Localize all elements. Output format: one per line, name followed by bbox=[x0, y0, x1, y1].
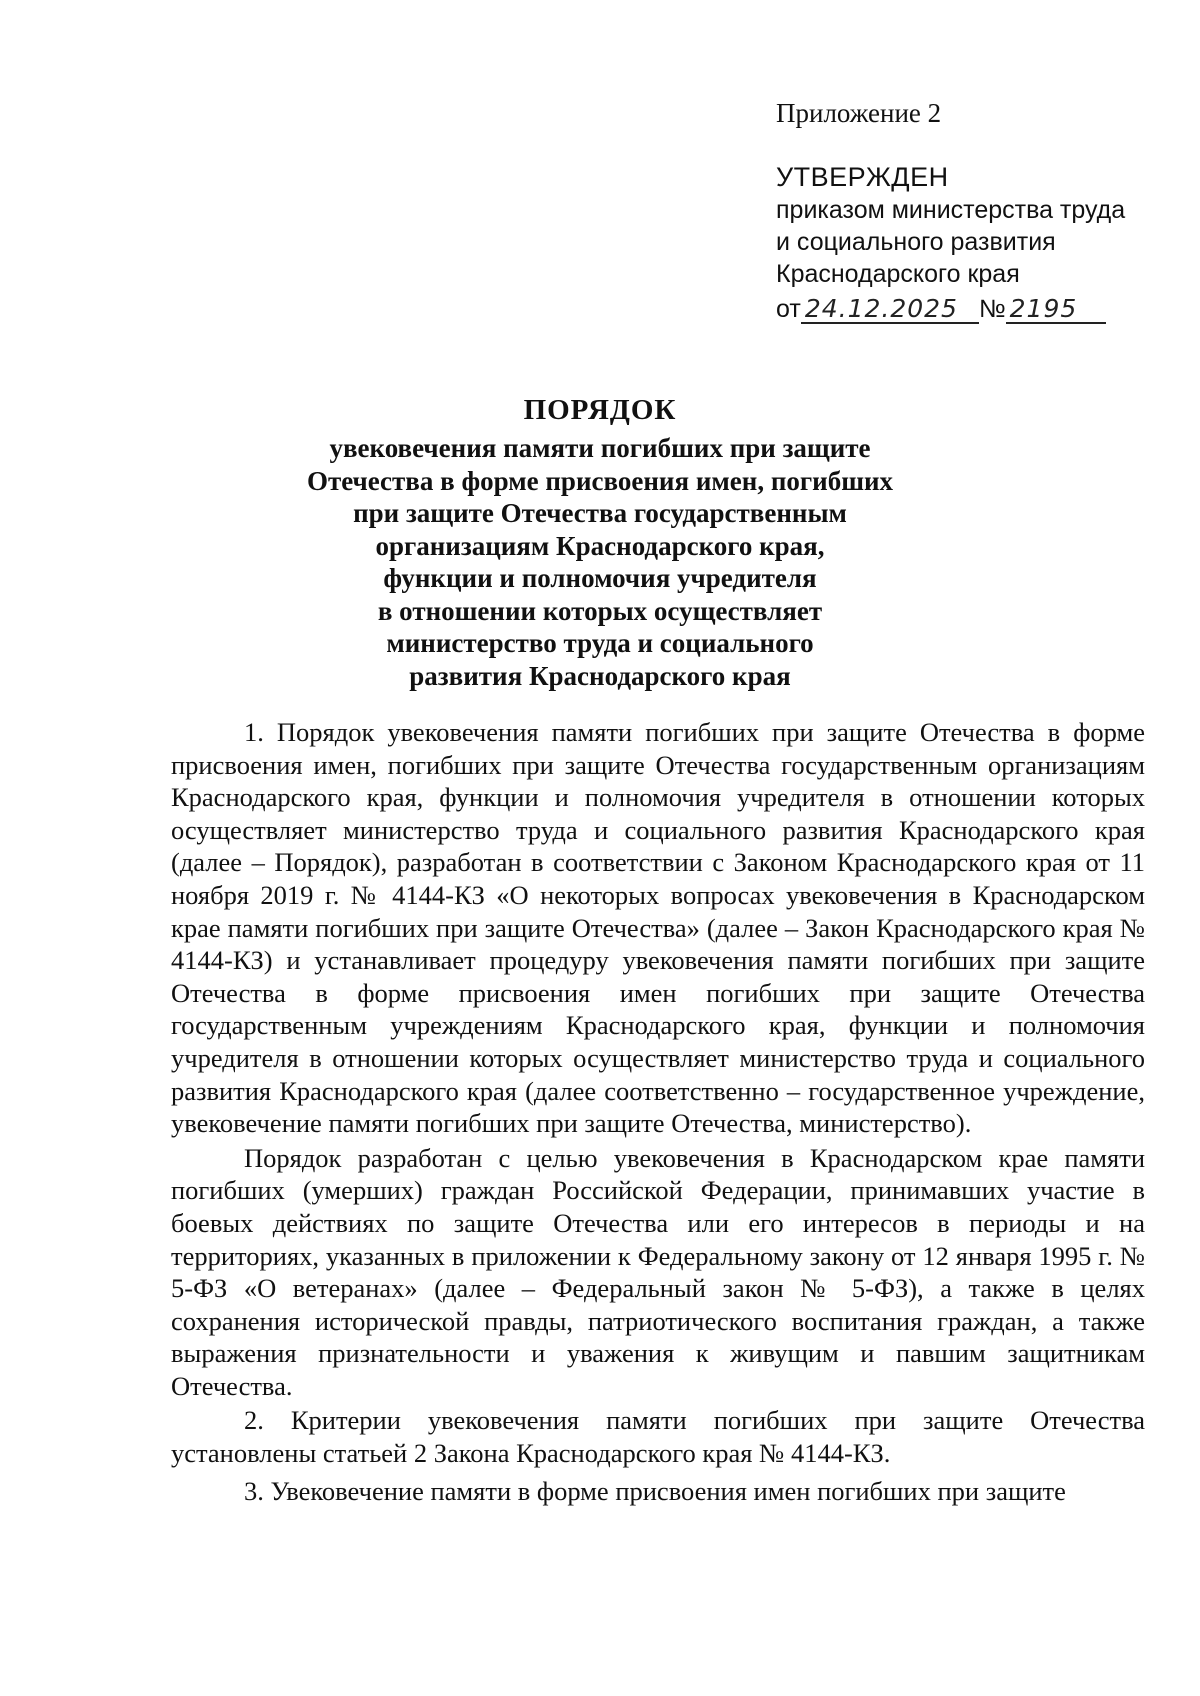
handwritten-date: 24.12.2025 bbox=[801, 296, 979, 324]
document-body bbox=[171, 716, 1145, 1507]
subtitle-line: увековечения памяти погибших при защите bbox=[329, 433, 871, 463]
approval-block bbox=[776, 96, 1176, 326]
subtitle-line: функции и полномочия учредителя bbox=[383, 563, 817, 593]
document-title-block bbox=[250, 392, 950, 692]
subtitle-line: министерство труда и социального bbox=[386, 628, 814, 658]
paragraph-1: 1. Порядок увековечения памяти погибших при защите Отечества в форме присвоения имен, погибших при защите Отечества государственным организациям Краснодарского края, функции и полномочия учредителя в отношении которых осуществляет министерство труда и социального развития Краснодарского края (далее – Порядок), разработан в соответствии с Законом Краснодарского края от 11 ноября 2019 г. № 4144-КЗ «О некоторых вопросах увековечения в Краснодарском крае памяти погибших при защите Отечества» (далее – Закон Краснодарского края № 4144-КЗ) и устанавливает процедуру увековечения памяти погибших при защите Отечества в форме присвоения имен погибших при защите Отечества государственным учреждениям Краснодарского края, функции и полномочия учредителя в отношении которых осуществляет министерство труда и социального развития Краснодарского края (далее соответственно – государственное учреждение, увековечение памяти погибших при защите Отечества, министерство). bbox=[171, 717, 1145, 1139]
order-line: Краснодарского края bbox=[776, 260, 1020, 288]
order-line: и социального развития bbox=[776, 228, 1056, 256]
paragraph-3: 3. Увековечение памяти в форме присвоения имен погибших при защите bbox=[244, 1475, 1066, 1506]
number-label: № bbox=[978, 295, 1006, 323]
handwritten-number: 2195 bbox=[1006, 296, 1106, 324]
subtitle-line: организациям Краснодарского края, bbox=[375, 530, 825, 561]
order-date-number-line bbox=[776, 292, 1176, 326]
order-line: приказом министерства труда bbox=[776, 196, 1126, 224]
subtitle-line: Отечества в форме присвоения имен, погибших bbox=[306, 465, 894, 496]
paragraph-purpose: Порядок разработан с целью увековечения в Краснодарском крае памяти погибших (умерших) граждан Российской Федерации, принимавших участие в боевых действиях по защите Отечества или его интересов в периоды и на территориях, указанных в приложении к Федеральному закону от 12 января 1995 г. № 5-ФЗ «О ветеранах» (далее – Федеральный закон № 5-ФЗ), а также в целях сохранения исторической правды, патриотического воспитания граждан, а также выражения признательности и уважения к живущим и павшим защитникам Отечества. bbox=[171, 1142, 1145, 1401]
paragraph-2: 2. Критерии увековечения памяти погибших при защите Отечества установлены статьей 2 Закона Краснодарского края № 4144-КЗ. bbox=[171, 1405, 1145, 1469]
subtitle-line: в отношении которых осуществляет bbox=[377, 595, 823, 626]
subtitle-line: развития Краснодарского края bbox=[409, 660, 791, 691]
from-label: от bbox=[776, 295, 801, 323]
subtitle-line: при защите Отечества государственным bbox=[353, 498, 847, 528]
appendix-label: Приложение 2 bbox=[776, 98, 942, 128]
approved-label: УТВЕРЖДЕН bbox=[776, 162, 949, 192]
document-heading: ПОРЯДОК bbox=[523, 394, 677, 426]
